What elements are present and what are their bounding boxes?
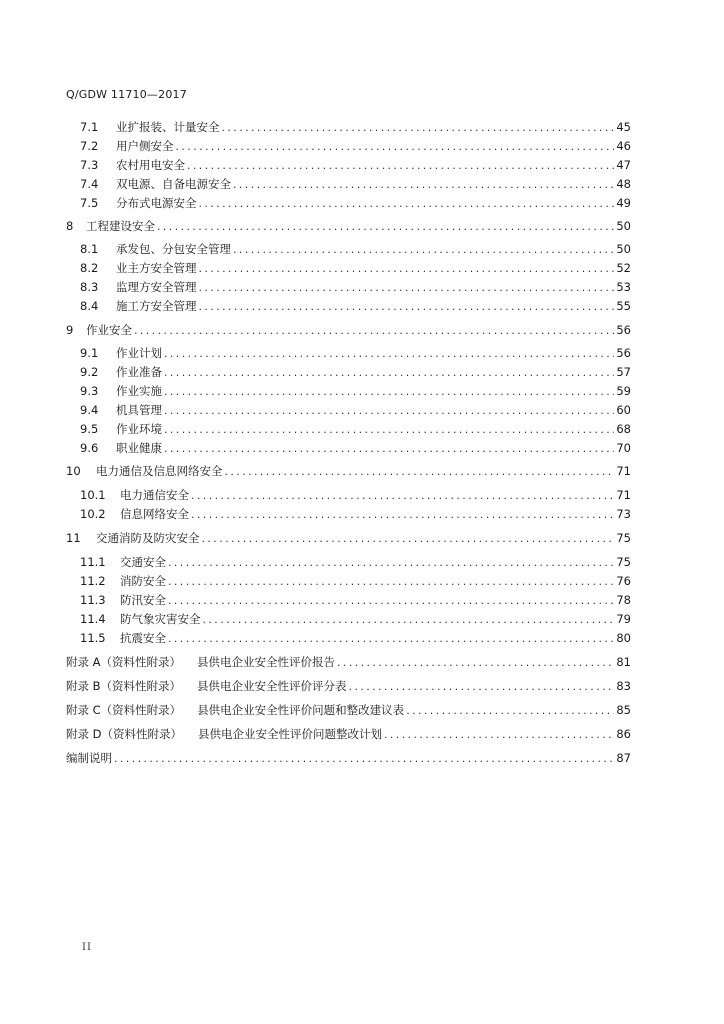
toc-page: 80 xyxy=(616,631,631,645)
toc-number: 11.3 xyxy=(80,593,106,607)
toc-entry[interactable] xyxy=(66,628,631,648)
toc-page: 71 xyxy=(616,488,631,502)
toc-page: 81 xyxy=(616,655,631,669)
toc-number: 7.1 xyxy=(80,120,99,134)
toc-title: 抗震安全 xyxy=(120,631,166,645)
toc-number: 7.5 xyxy=(80,196,99,210)
toc-page: 48 xyxy=(616,177,631,191)
toc-title: 防汛安全 xyxy=(120,593,166,607)
toc-entry[interactable] xyxy=(66,485,631,505)
toc-entry[interactable] xyxy=(66,136,631,156)
dot-leader xyxy=(337,656,614,669)
dot-leader xyxy=(199,262,615,275)
toc-chapter[interactable] xyxy=(66,216,631,236)
toc-title: 信息网络安全 xyxy=(120,507,189,521)
toc-entry[interactable] xyxy=(66,174,631,194)
toc-entry[interactable] xyxy=(66,117,631,137)
dot-leader xyxy=(164,366,614,379)
toc-appendix[interactable] xyxy=(66,700,631,720)
toc-page: 85 xyxy=(616,703,631,717)
toc-title: 双电源、自备电源安全 xyxy=(116,177,231,191)
toc-page: 79 xyxy=(616,612,631,626)
toc-title: 职业健康 xyxy=(116,441,162,455)
dot-leader xyxy=(164,385,614,398)
toc-page: 60 xyxy=(616,403,631,417)
toc-title: 用户侧安全 xyxy=(116,139,174,153)
toc-page: 83 xyxy=(616,679,631,693)
toc-number: 8 xyxy=(66,219,74,233)
dot-leader xyxy=(199,300,615,313)
toc-page: 53 xyxy=(616,280,631,294)
toc-number: 9.1 xyxy=(80,346,99,360)
toc-chapter[interactable] xyxy=(66,528,631,548)
toc-number: 10.1 xyxy=(80,488,106,502)
dot-leader xyxy=(168,575,614,588)
toc-title: 业扩报装、计量安全 xyxy=(116,120,220,134)
toc-page: 87 xyxy=(616,751,631,765)
toc-title: 县供电企业安全性评价报告 xyxy=(197,655,336,669)
toc-entry[interactable] xyxy=(66,400,631,420)
toc-number: 11.2 xyxy=(80,574,106,588)
toc-number: 10.2 xyxy=(80,507,106,521)
toc-page: 55 xyxy=(616,299,631,313)
toc-page: 59 xyxy=(616,384,631,398)
toc-number: 9 xyxy=(66,323,74,337)
toc-entry[interactable] xyxy=(66,552,631,572)
toc-entry[interactable] xyxy=(66,296,631,316)
toc-title: 分布式电源安全 xyxy=(116,196,197,210)
toc-entry[interactable] xyxy=(66,609,631,629)
toc-title: 电力通信及信息网络安全 xyxy=(96,464,223,478)
dot-leader xyxy=(203,613,615,626)
toc-page: 46 xyxy=(616,139,631,153)
toc-entry[interactable] xyxy=(66,438,631,458)
toc-entry[interactable] xyxy=(66,381,631,401)
toc-entry[interactable] xyxy=(66,362,631,382)
page-number: II xyxy=(82,942,92,953)
toc-appendix[interactable] xyxy=(66,652,631,672)
toc-number: 7.2 xyxy=(80,139,99,153)
toc-page: 50 xyxy=(616,242,631,256)
dot-leader xyxy=(164,442,614,455)
toc-title: 交通消防及防灾安全 xyxy=(96,531,200,545)
toc-number: 附录 C（资料性附录） xyxy=(66,703,182,717)
toc-entry[interactable] xyxy=(66,504,631,524)
dot-leader xyxy=(176,140,615,153)
toc-page: 50 xyxy=(616,219,631,233)
toc-number: 11.5 xyxy=(80,631,106,645)
dot-leader xyxy=(233,243,614,256)
toc-number: 9.6 xyxy=(80,441,99,455)
toc-number: 9.4 xyxy=(80,403,99,417)
toc-entry[interactable] xyxy=(66,193,631,213)
toc-number: 7.4 xyxy=(80,177,99,191)
dot-leader xyxy=(168,632,614,645)
toc-number: 8.2 xyxy=(80,261,99,275)
toc-chapter[interactable] xyxy=(66,461,631,481)
toc-title: 县供电企业安全性评价问题整改计划 xyxy=(198,727,383,741)
document-code: Q/GDW 11710—2017 xyxy=(66,88,187,101)
dot-leader xyxy=(164,423,614,436)
toc-appendix[interactable] xyxy=(66,676,631,696)
toc-title: 作业准备 xyxy=(116,365,162,379)
dot-leader xyxy=(225,465,615,478)
toc-title: 防气象灾害安全 xyxy=(120,612,201,626)
dot-leader xyxy=(164,347,614,360)
toc-number: 8.1 xyxy=(80,242,99,256)
dot-leader xyxy=(114,752,614,765)
toc-title: 交通安全 xyxy=(120,555,166,569)
toc-title: 施工方安全管理 xyxy=(116,299,197,313)
dot-leader xyxy=(168,556,614,569)
toc-number: 8.4 xyxy=(80,299,99,313)
toc-chapter[interactable] xyxy=(66,320,631,340)
toc-page: 86 xyxy=(616,727,631,741)
toc-entry[interactable] xyxy=(66,343,631,363)
dot-leader xyxy=(199,197,615,210)
toc-appendix[interactable] xyxy=(66,724,631,744)
toc-page: 56 xyxy=(616,346,631,360)
dot-leader xyxy=(164,404,614,417)
toc-number: 11.4 xyxy=(80,612,106,626)
toc-page: 49 xyxy=(616,196,631,210)
toc-page: 45 xyxy=(616,120,631,134)
toc-entry[interactable] xyxy=(66,155,631,175)
dot-leader xyxy=(157,220,614,233)
toc-entry[interactable] xyxy=(66,239,631,259)
toc-number: 附录 D（资料性附录） xyxy=(66,727,183,741)
toc-page: 75 xyxy=(616,531,631,545)
dot-leader xyxy=(222,121,615,134)
toc-title: 县供电企业安全性评价评分表 xyxy=(197,679,347,693)
dot-leader xyxy=(233,178,614,191)
dot-leader xyxy=(349,680,615,693)
dot-leader xyxy=(202,532,615,545)
toc-number: 10 xyxy=(66,464,81,478)
toc-title: 编制说明 xyxy=(66,751,112,765)
dot-leader xyxy=(187,159,614,172)
dot-leader xyxy=(134,324,614,337)
toc-title: 农村用电安全 xyxy=(116,158,185,172)
toc-entry[interactable] xyxy=(66,590,631,610)
toc-entry[interactable] xyxy=(66,419,631,439)
dot-leader xyxy=(199,281,615,294)
toc-number: 9.2 xyxy=(80,365,99,379)
toc-title: 作业安全 xyxy=(86,323,132,337)
toc-compilation-notes[interactable] xyxy=(66,748,631,768)
toc-page: 56 xyxy=(616,323,631,337)
toc-entry[interactable] xyxy=(66,258,631,278)
toc-number: 11 xyxy=(66,531,81,545)
toc-title: 业主方安全管理 xyxy=(116,261,197,275)
dot-leader xyxy=(191,508,614,521)
toc-number: 8.3 xyxy=(80,280,99,294)
dot-leader xyxy=(168,594,614,607)
toc-number: 附录 A（资料性附录） xyxy=(66,655,182,669)
toc-title: 作业环境 xyxy=(116,422,162,436)
toc-page: 76 xyxy=(616,574,631,588)
toc-title: 承发包、分包安全管理 xyxy=(116,242,231,256)
toc-number: 7.3 xyxy=(80,158,99,172)
toc-page: 75 xyxy=(616,555,631,569)
toc-number: 附录 B（资料性附录） xyxy=(66,679,182,693)
toc-number: 11.1 xyxy=(80,555,106,569)
toc-title: 监理方安全管理 xyxy=(116,280,197,294)
toc-page: 68 xyxy=(616,422,631,436)
dot-leader xyxy=(191,489,614,502)
toc-page: 57 xyxy=(616,365,631,379)
dot-leader xyxy=(406,704,614,717)
toc-number: 9.5 xyxy=(80,422,99,436)
toc-page: 71 xyxy=(616,464,631,478)
toc-title: 电力通信安全 xyxy=(120,488,189,502)
dot-leader xyxy=(384,728,614,741)
toc-number: 9.3 xyxy=(80,384,99,398)
toc-title: 消防安全 xyxy=(120,574,166,588)
toc-page: 73 xyxy=(616,507,631,521)
toc-title: 工程建设安全 xyxy=(86,219,155,233)
toc-title: 机具管理 xyxy=(116,403,162,417)
toc-page: 78 xyxy=(616,593,631,607)
toc-page: 70 xyxy=(616,441,631,455)
toc-page: 52 xyxy=(616,261,631,275)
toc-title: 作业实施 xyxy=(116,384,162,398)
toc-page: 47 xyxy=(616,158,631,172)
toc-title: 作业计划 xyxy=(116,346,162,360)
toc-entry[interactable] xyxy=(66,277,631,297)
toc-title: 县供电企业安全性评价问题和整改建议表 xyxy=(197,703,405,717)
toc-entry[interactable] xyxy=(66,571,631,591)
